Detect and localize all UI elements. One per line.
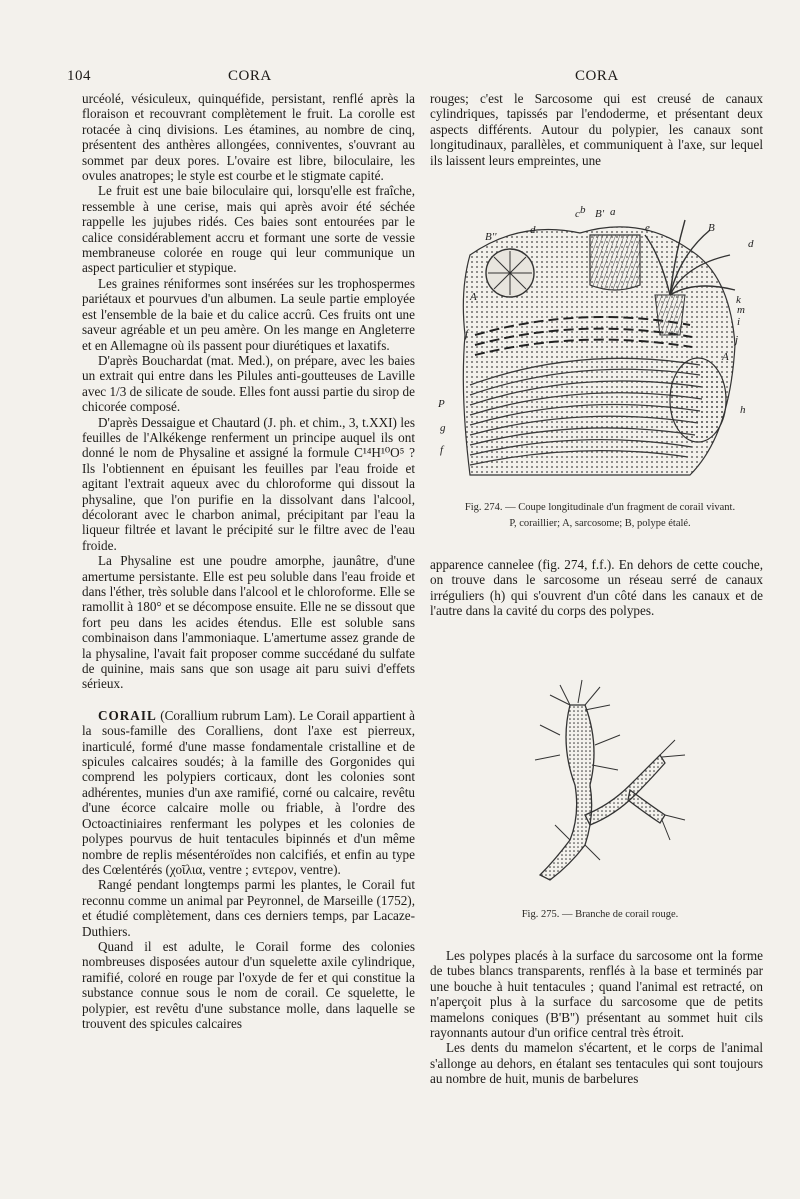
svg-text:P: P: [438, 398, 445, 410]
svg-text:B: B: [708, 222, 715, 234]
running-head-left: CORA: [228, 68, 272, 84]
paragraph: Le fruit est une baie biloculaire qui, lorsqu'elle est fraîche, ressemble à une cerise, mais qui après avoir été séchée rappelle les jujubes ridés. Ces baies sont entourées par le calice considérablement accru et formant une sorte de vessie membraneuse colorée en rouge qui leur communique un aspect particulier et stypique.: [82, 183, 415, 276]
left-column: [82, 91, 415, 1101]
svg-text:c: c: [575, 208, 580, 220]
svg-text:d: d: [530, 224, 536, 236]
svg-text:d: d: [748, 238, 754, 250]
paragraph: urcéolé, vésiculeux, quinquéfide, persistant, renflé après la floraison et recouvrant complètement le fruit. La corolle est rotacée à cinq divisions. Les étamines, au nombre de cinq, présentent des anthères allongées, conniventes, s'ouvrant au sommet par deux pores. L'ovaire est libre, biloculaire, les ovules anatropes; le style est courbe et le stigmate capité.: [82, 91, 415, 184]
entry-headword: CORAIL: [98, 707, 157, 723]
svg-text:g: g: [440, 422, 446, 434]
svg-text:h: h: [740, 404, 746, 416]
paragraph: Les dents du mamelon s'écartent, et le corps de l'animal s'allonge au dehors, en étalant ses tentacules qui sont toujours au nombre de huit, munis de barbelures: [430, 1040, 763, 1087]
paragraph: apparence cannelee (fig. 274, f.f.). En dehors de cette couche, on trouve dans le sarcosome un réseau serré de canaux irréguliers (h) qui s'ouvrent d'un côté dans les canaux et de l'autre dans la cavité du corps des polypes.: [430, 557, 763, 619]
right-column-bottom: [430, 948, 763, 1108]
paragraph: La Physaline est une poudre amorphe, jaunâtre, d'une amertume persistante. Elle est peu soluble dans l'eau froide et dans l'éther, très soluble dans l'alcool et le chloroforme. Elle se ramollit à 180° et se décompose ensuite. Elle ne se dissout que fort peu dans les acides étendus. Elle est soluble sans combinaison dans l'ammoniaque. L'amertume assez grande de la physaline, l'avait fait proposer comme succédané du sulfate de quinine, mais sans que son usage ait paru suivi d'effets sérieux.: [82, 553, 415, 692]
figure-275-coral-branch: [500, 665, 700, 895]
svg-text:k: k: [736, 294, 741, 306]
figure-274-caption: [430, 500, 770, 532]
svg-text:B'': B'': [485, 231, 497, 243]
caption-line: P, coraillier; A, sarcosome; B, polype étalé.: [509, 518, 691, 529]
entry-corail: [82, 708, 415, 877]
paragraph: Quand il est adulte, le Corail forme des colonies nombreuses disposées autour d'un squelette axile cylindrique, ramifié, coloré en rouge par l'oxyde de fer et qui constitue la substance connue sous le nom de corail. Ce squelette, le polypier, est revêtu d'une substance molle, dans laquelle se trouvent des spicules calcaires: [82, 938, 415, 1031]
paragraph: Rangé pendant longtemps parmi les plantes, le Corail fut reconnu comme un animal par Peyronnel, de Marseille (1752), et étudié complètement, dans ces derniers temps, par Lacaze-Duthiers.: [82, 877, 415, 939]
svg-text:b: b: [580, 204, 586, 216]
svg-text:A: A: [470, 291, 477, 303]
figure-275-caption: Fig. 275. — Branche de corail rouge.: [521, 909, 679, 920]
paragraph: Les polypes placés à la surface du sarcosome ont la forme de tubes blancs transparents, renflés à la base et terminés par une bouche à huit tentacules ; quand l'animal est retracté, on n'aperçoit plus à la surface du sarcosome que de petits mamelons coniques (B'B'') présentant au sommet huit cils rayonnants autour d'un orifice central très étroit.: [430, 948, 763, 1041]
svg-text:A: A: [722, 351, 729, 363]
svg-text:m: m: [737, 304, 745, 316]
svg-text:B': B': [595, 208, 605, 220]
entry-body: (Corallium rubrum Lam). Le Corail appartient à la sous-famille des Coralliens, dont l'axe est pierreux, inarticulé, formé d'une masse fondamentale cristalline et de spicules calcaires soudés; à la famille des Gorgonides qui comprend les polypiers corticaux, dont les colonies sont adhérentes, munies d'un axe ramifié, corné ou calcaire, revêtu d'une écorce calcaire molle ou friable, à l'ordre des Octoactiniaires renfermant les polypes et les colonies de polypes pourvus de huit tentacules bipinnés et d'un même nombre de replis mésentéroïdes non calcifiés, et enfin au type des Cœlentérés (χοῖλια, ventre ; εντερον, ventre).: [82, 707, 415, 877]
svg-text:a: a: [610, 206, 616, 218]
svg-text:f: f: [440, 444, 444, 456]
page-number: 104: [67, 68, 91, 84]
paragraph: Les graines réniformes sont insérées sur les trophospermes pariétaux et pourvues d'un albumen. La seule partie employée est l'ensemble de la baie et du calice accrû. Ces fruits ont une saveur agréable et un peu amère. On les mange en Angleterre et en Allemagne où ils passent pour diurétiques et laxatifs.: [82, 275, 415, 353]
svg-text:f: f: [465, 328, 469, 340]
paragraph: D'après Bouchardat (mat. Med.), on prépare, avec les baies un extrait qui entre dans les Pilules anti-goutteuses de Laville avec 1/3 de silicate de soude. Elles font aussi partie du sirop de chicorée composé.: [82, 352, 415, 415]
paragraph: D'après Dessaigue et Chautard (J. ph. et chim., 3, t.XXI) les feuilles de l'Alkékenge renferment un principe auquel ils ont donné le nom de Physaline et assigné la formule C¹⁴H¹⁰O⁵ ? Ils l'obtiennent en épuisant les feuilles par l'eau froide et agitant l'extrait aqueux avec du chloroforme qui dissout la physaline, que l'on purifie en la dissolvant dans l'alcool, décolorant avec le charbon animal, précipitant par l'eau la liqueur filtrée et lavant le précipité sur le filtre avec de l'eau froide.: [82, 414, 415, 553]
figure-274-coral-section: [430, 195, 770, 495]
caption-line: Fig. 274. — Coupe longitudinale d'un fragment de corail vivant.: [464, 502, 736, 513]
right-column-top: [430, 91, 763, 183]
paragraph: rouges; c'est le Sarcosome qui est creusé de canaux cylindriques, tapissés par l'endoderme, et présentant deux aspects différents. Autour du polypier, les canaux sont longitudinaux, parallèles, et communiquent à l'axe, sur lequel ils laissent leurs empreintes, une: [430, 91, 763, 168]
svg-text:e: e: [645, 222, 650, 234]
right-column-middle: [430, 557, 763, 637]
svg-text:j: j: [735, 334, 739, 346]
svg-text:i: i: [737, 316, 741, 328]
running-head-right: CORA: [575, 68, 619, 84]
